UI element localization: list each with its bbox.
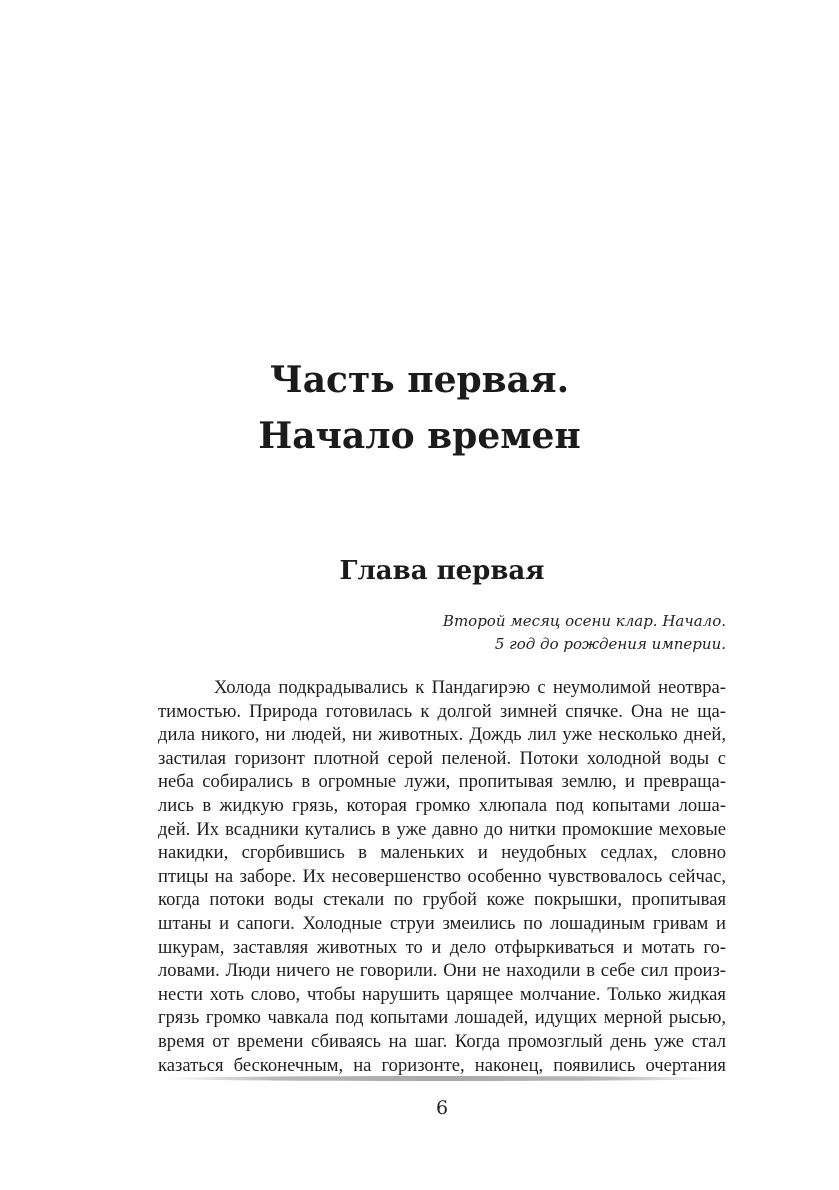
text-line: Холода подкрадывались к Пандагирэю с неумолимой неотвра- [214, 677, 726, 698]
part-title [0, 352, 839, 464]
footer-divider [163, 1076, 719, 1081]
text-line: нести хоть слово, чтобы нарушить царящее молчание. Только жидкая [158, 983, 726, 1005]
text-line: когда потоки воды стекали по грубой коже покрышки, пропитывая [158, 889, 726, 911]
text-line: дей. Их всадники кутались в уже давно до нитки промокшие меховые [158, 818, 726, 840]
part-title-line-1: Часть первая. [269, 359, 570, 401]
text-line: застилая горизонт плотной серой пеленой. Потоки холодной воды с [158, 747, 726, 769]
text-line: время от времени сбиваясь на шаг. Когда промозглый день уже стал [158, 1030, 726, 1052]
chapter-title: Глава первая [339, 556, 545, 586]
text-line: штаны и сапоги. Холодные струи змеились по лошадиным гривам и [158, 912, 726, 934]
epigraph-line-1: Второй месяц осени клар. Начало. [442, 612, 726, 630]
epigraph [326, 610, 726, 656]
text-line: накидки, сгорбившись в маленьких и неудобных седлах, словно [158, 842, 726, 864]
text-line: ловами. Люди ничего не говорили. Они не находили в себе сил произ- [158, 960, 726, 982]
text-line: казаться бесконечным, на горизонте, наконец, появились очертания [158, 1054, 726, 1076]
page-number: 6 [435, 1097, 449, 1119]
epigraph-line-2: 5 год до рождения империи. [494, 635, 726, 653]
text-line: тимостью. Природа готовилась к долгой зимней спячке. Она не ща- [158, 700, 726, 722]
text-line: шкурам, заставляя животных то и дело отфыркиваться и мотать го- [158, 936, 726, 958]
text-line: лись в жидкую грязь, которая громко хлюпала под копытами лоша- [158, 794, 726, 816]
body-paragraph [158, 676, 726, 1077]
text-line: неба собирались в огромные лужи, пропитывая землю, и превраща- [158, 771, 726, 793]
text-line: птицы на заборе. Их несовершенство особенно чувствовалось сейчас, [158, 865, 726, 887]
text-line: грязь громко чавкала под копытами лошадей, идущих мерной рысью, [158, 1007, 726, 1029]
text-line: дила никого, ни людей, ни животных. Дождь лил уже несколько дней, [158, 724, 726, 746]
part-title-line-2: Начало времен [258, 415, 581, 457]
